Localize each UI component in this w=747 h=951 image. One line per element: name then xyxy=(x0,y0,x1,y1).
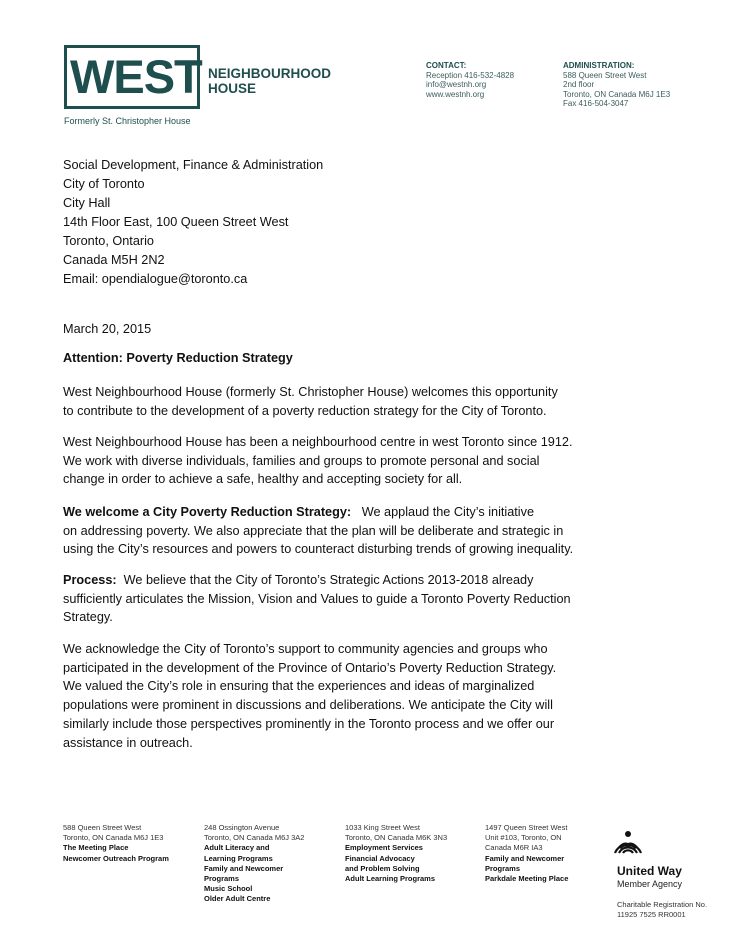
footer-program: Employment Services xyxy=(345,843,423,853)
paragraph-line: change in order to achieve a safe, healthy and accepting society for all. xyxy=(63,472,463,487)
charity-line: Charitable Registration No. xyxy=(617,900,708,909)
footer-program: Programs xyxy=(204,874,240,884)
footer-address: Canada M6R IA3 xyxy=(485,843,543,853)
footer-address: Toronto, ON Canada M6K 3N3 xyxy=(345,833,448,843)
footer-program: Learning Programs xyxy=(204,853,273,863)
footer-location-2 xyxy=(204,823,304,905)
united-way-sub: Member Agency xyxy=(617,879,683,889)
administration-line: 588 Queen Street West xyxy=(563,70,647,80)
contact-line: Reception 416-532-4828 xyxy=(426,70,515,80)
footer-address: Unit #103, Toronto, ON xyxy=(485,833,562,843)
footer-program: Parkdale Meeting Place xyxy=(485,874,569,884)
paragraph-line: using the City’s resources and powers to counteract disturbing trends of growing inequality. xyxy=(63,542,574,557)
paragraph-line: similarly include those perspectives prominently in the Toronto process and we offer our xyxy=(63,716,555,731)
footer-program: Adult Literacy and xyxy=(204,843,270,853)
paragraph-line: assistance in outreach. xyxy=(63,735,193,750)
address-line: Email: opendialogue@toronto.ca xyxy=(63,272,248,286)
footer-program: Programs xyxy=(485,863,521,873)
paragraph-history xyxy=(63,433,623,489)
address-line: Canada M5H 2N2 xyxy=(63,253,165,267)
footer-program: Family and Newcomer xyxy=(204,863,284,873)
footer-program: and Problem Solving xyxy=(345,863,420,873)
paragraph-first: We believe that the City of Toronto’s Strategic Actions 2013-2018 already xyxy=(116,573,534,587)
administration-line: Fax 416-504-3047 xyxy=(563,99,629,109)
logo-word: WEST xyxy=(70,50,202,103)
logo-name-line1: NEIGHBOURHOOD xyxy=(208,66,332,81)
footer-program: Adult Learning Programs xyxy=(345,874,436,884)
paragraph-lead: We welcome a City Poverty Reduction Strategy: xyxy=(63,505,352,519)
paragraph-line: We valued the City’s role in ensuring that the experiences and ideas of marginalized xyxy=(63,679,535,694)
administration-line: 2nd floor xyxy=(563,80,595,90)
address-line: Toronto, Ontario xyxy=(63,234,154,248)
address-line: Social Development, Finance & Administration xyxy=(63,158,324,172)
paragraph-line: We work with diverse individuals, families and groups to promote personal and social xyxy=(63,453,540,468)
paragraph-line: We acknowledge the City of Toronto’s support to community agencies and groups who xyxy=(63,642,548,656)
footer-address: Toronto, ON Canada M6J 1E3 xyxy=(63,833,164,843)
administration-line: Toronto, ON Canada M6J 1E3 xyxy=(563,89,671,99)
logo-name-line2: HOUSE xyxy=(208,81,257,96)
administration-title: ADMINISTRATION: xyxy=(563,61,635,70)
footer-address: 588 Queen Street West xyxy=(63,823,142,832)
footer-address: 1033 King Street West xyxy=(345,823,420,832)
contact-line: www.westnh.org xyxy=(426,89,485,99)
paragraph-process xyxy=(63,571,623,627)
footer-location-4 xyxy=(485,823,568,884)
footer-program: Financial Advocacy xyxy=(345,853,415,863)
footer-program: The Meeting Place xyxy=(63,843,129,853)
paragraph-first: We applaud the City’s initiative xyxy=(351,505,535,519)
logo-name xyxy=(208,66,331,96)
footer-address: 248 Ossington Avenue xyxy=(204,823,280,832)
footer-address: Toronto, ON Canada M6J 3A2 xyxy=(204,833,305,843)
administration-block xyxy=(563,61,670,109)
address-line: 14th Floor East, 100 Queen Street West xyxy=(63,215,289,229)
paragraph-acknowledge xyxy=(63,640,623,752)
letter-date: March 20, 2015 xyxy=(63,322,152,336)
recipient-address xyxy=(63,156,323,289)
contact-line: info@westnh.org xyxy=(426,80,487,90)
paragraph-line: Strategy. xyxy=(63,610,113,625)
paragraph-line: to contribute to the development of a poverty reduction strategy for the City of Toronto. xyxy=(63,403,547,418)
charity-registration xyxy=(617,900,707,920)
paragraph-line xyxy=(63,571,623,590)
united-way-name: United Way xyxy=(617,864,682,878)
united-way-logo-icon xyxy=(609,823,647,859)
paragraph-line: West Neighbourhood House (formerly St. Christopher House) welcomes this opportunity xyxy=(63,385,558,399)
contact-block xyxy=(426,61,514,99)
paragraph-line: participated in the development of the Province of Ontario’s Poverty Reduction Strategy. xyxy=(63,660,557,675)
address-line: City Hall xyxy=(63,196,111,210)
footer-program: Family and Newcomer xyxy=(485,853,565,863)
paragraph-lead: Process: xyxy=(63,573,117,587)
paragraph-intro xyxy=(63,383,623,420)
footer-program: Music School xyxy=(204,884,253,894)
footer-program: Older Adult Centre xyxy=(204,894,271,904)
paragraph-line: sufficiently articulates the Mission, Vision and Values to guide a Toronto Poverty Reduction xyxy=(63,591,571,606)
address-line: City of Toronto xyxy=(63,177,145,191)
footer-location-1 xyxy=(63,823,169,864)
paragraph-line: populations were prominent in discussions and deliberations. We anticipate the City will xyxy=(63,698,553,713)
paragraph-line: on addressing poverty. We also appreciate that the plan will be deliberate and strategic in xyxy=(63,523,564,538)
footer-address: 1497 Queen Street West xyxy=(485,823,568,832)
logo-formerly: Formerly St. Christopher House xyxy=(64,116,191,126)
footer-program: Newcomer Outreach Program xyxy=(63,853,169,863)
footer-location-3 xyxy=(345,823,447,884)
contact-title: CONTACT: xyxy=(426,61,467,70)
attention-line: Attention: Poverty Reduction Strategy xyxy=(63,351,293,365)
paragraph-welcome xyxy=(63,503,623,559)
charity-line: 11925 7525 RR0001 xyxy=(617,910,686,919)
paragraph-line: West Neighbourhood House has been a neighbourhood centre in west Toronto since 1912. xyxy=(63,435,573,449)
paragraph-line xyxy=(63,503,623,522)
